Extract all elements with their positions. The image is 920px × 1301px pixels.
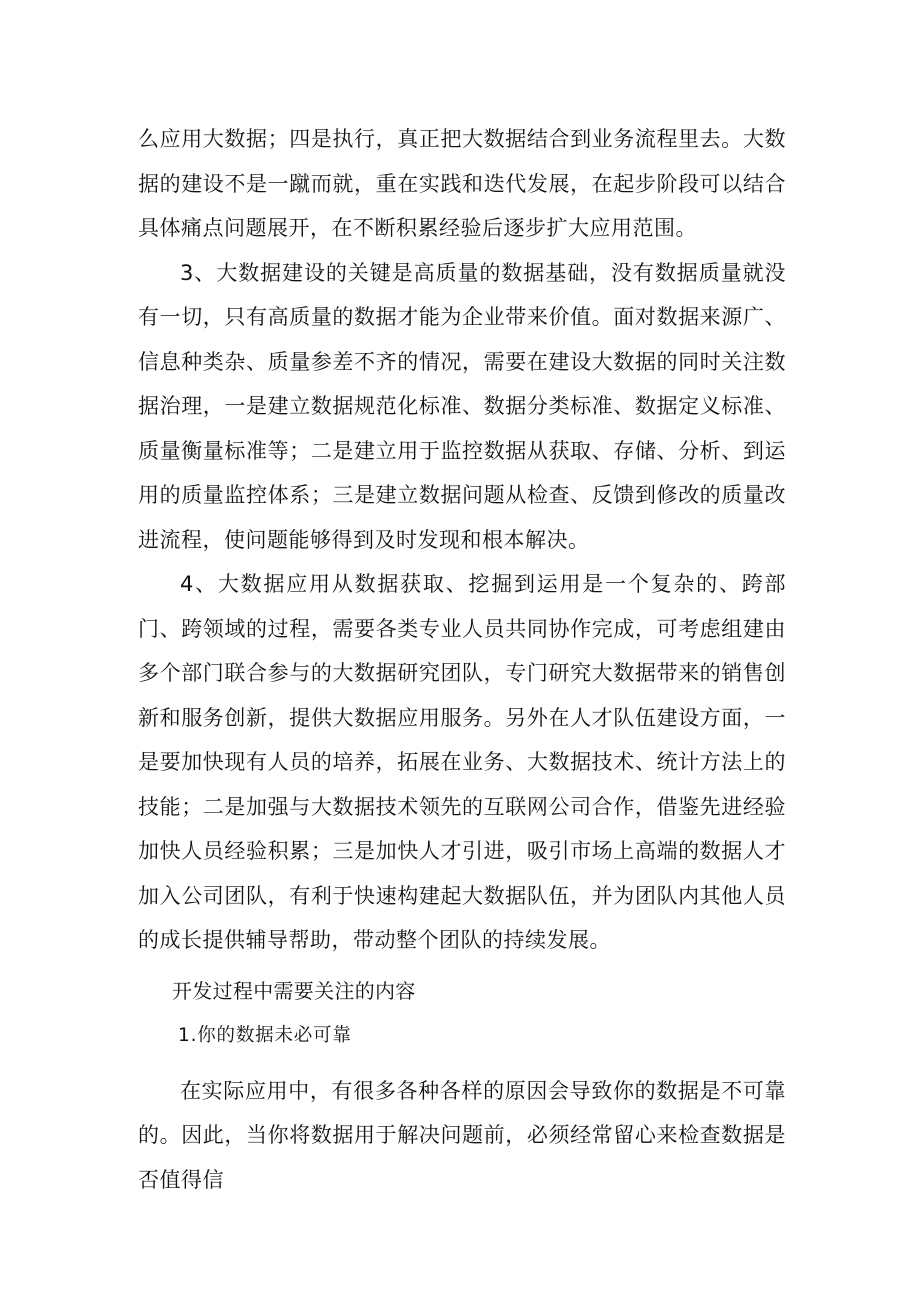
paragraph-continuation: 么应用大数据；四是执行，真正把大数据结合到业务流程里去。大数据的建设不是一蹴而就，重在实践和迭代发展，在起步阶段可以结合具体痛点问题展开，在不断积累经验后逐步扩大应用范围。 [138, 127, 786, 240]
section-heading: 开发过程中需要关注的内容 [172, 978, 416, 1003]
paragraph-data-reliability: 在实际应用中，有很多各种各样的原因会导致你的数据是不可靠的。因此，当你将数据用于解决问题前，必须经常留心来检查数据是否值得信 [138, 1078, 786, 1192]
paragraph-team-building: 4、大数据应用从数据获取、挖掘到运用是一个复杂的、跨部门、跨领域的过程，需要各类专业人员共同协作完成，可考虑组建由多个部门联合参与的大数据研究团队，专门研究大数据带来的销售创新和服务创新，提供大数据应用服务。另外在人才队伍建设方面，一是要加快现有人员的培养，拓展在业务、大数据技术、统计方法上的技能；二是加强与大数据技术领先的互联网公司合作，借鉴先进经验加快人员经验积累；三是加快人才引进，吸引市场上高端的数据人才加入公司团队，有利于快速构建起大数据队伍，并为团队内其他人员的成长提供辅导帮助，带动整个团队的持续发展。 [138, 572, 786, 952]
subsection-heading: 1.你的数据未必可靠 [178, 1024, 352, 1046]
paragraph-data-quality: 3、大数据建设的关键是高质量的数据基础，没有数据质量就没有一切，只有高质量的数据才能为企业带来价值。面对数据来源广、信息种类杂、质量参差不齐的情况，需要在建设大数据的同时关注数据治理，一是建立数据规范化标准、数据分类标准、数据定义标准、质量衡量标准等；二是建立用于监控数据从获取、存储、分析、到运用的质量监控体系；三是建立数据问题从检查、反馈到修改的质量改进流程，使问题能够得到及时发现和根本解决。 [138, 260, 786, 552]
document-body [138, 117, 786, 1202]
